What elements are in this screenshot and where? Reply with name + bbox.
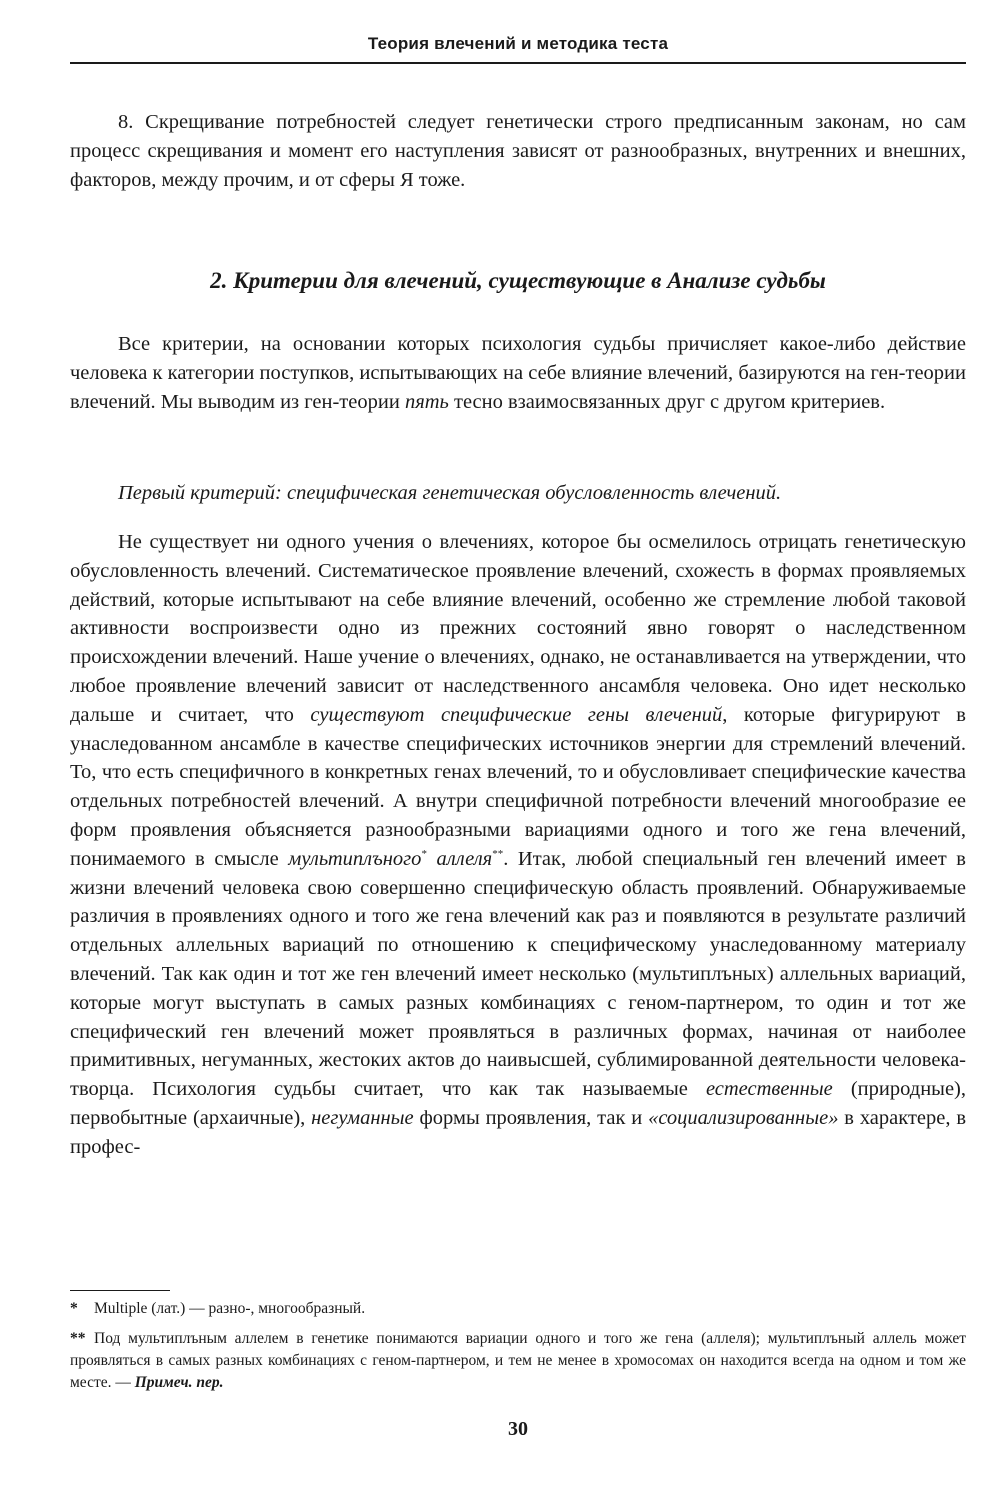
body-text: (природные), первобытные (архаичные), bbox=[70, 1078, 967, 1129]
section-title: 2. Критерии для влечений, существующие в Анализе судьбы bbox=[210, 268, 826, 293]
body-text: формы проявления, так и bbox=[413, 1106, 649, 1129]
emphasis-text: негуманные bbox=[311, 1106, 414, 1129]
section-paragraph bbox=[70, 330, 966, 416]
criterion-paragraph bbox=[70, 528, 966, 1162]
emphasis-text: естественные bbox=[705, 1078, 833, 1101]
body-text: , которые фигурируют в унаследованном ансамбле в качестве специфических источников энергии для стремлений влечений. То, что есть специфичного в конкретных генах влечений, то и обусловливает специфические качества отдельных потребностей влечений. А внутри специфичной потребности влечений многообразие ее форм проявления объясняется разнообразными вариациями одного и того же гена влечений, понимаемого в смысле bbox=[70, 703, 966, 870]
section-paragraph-emphasis: пять bbox=[404, 390, 449, 413]
translator-note: Примеч. пер. bbox=[134, 1374, 224, 1391]
footnote-text: Multiple (лат.) — разно-, многообразный. bbox=[94, 1300, 366, 1317]
body-text: в характере, в профес- bbox=[70, 1106, 966, 1158]
footnote-ref-2[interactable]: ** bbox=[492, 847, 504, 860]
intro-paragraph: 8. Скрещивание потребностей следует генетически строго предписанным законам, но сам процесс скрещивания и момент его наступления зависят от разнообразных, внутренних и внешних, факторов, между прочим, и от сферы Я тоже. bbox=[70, 111, 966, 191]
footnote-text: Под мультиплъным аллелем в генетике понимаются вариации одного и того же гена (аллеля); мультиплъный аллель может проявляться в самых разных комбинациях с геном-партнером, и тем не менее в хромосомах он находится всегда на одном и том же месте. — bbox=[70, 1330, 966, 1391]
emphasis-text: «социализированные» bbox=[648, 1106, 839, 1129]
footnote-mark: * bbox=[70, 1300, 78, 1317]
emphasis-text: аллеля bbox=[436, 847, 493, 870]
header-rule bbox=[70, 62, 966, 64]
section-paragraph-text: тесно взаимосвязанных друг с другом критериев. bbox=[448, 390, 886, 413]
footnote-ref-1[interactable]: * bbox=[421, 847, 427, 860]
running-header: Теория влечений и методика теста bbox=[367, 34, 669, 53]
footnote-1 bbox=[70, 1298, 966, 1320]
emphasis-text: существуют специфические гены влечений bbox=[310, 703, 723, 726]
footnote-rule bbox=[70, 1290, 170, 1291]
body-text: . Итак, любой специальный ген влечений имеет в жизни влечений человека свою совершенно специфическую область проявлений. Обнаруживаемые различия в проявлениях одного и того же гена влечений как раз и появляются в результате различий отдельных аллельных вариаций по отношению к специфическому унаследованному материалу влечений. Так как один и тот же ген влечений имеет несколько (мультиплъных) аллельных вариаций, которые могут выступать в самых разных комбинациях с геном-партнером, то один и тот же специфический ген влечений может проявляться в различных формах, начиная от наиболее примитивных, негуманных, жестоких актов до наивысшей, сублимированной деятельности человека-творца. Психология судьбы считает, что как так называемые bbox=[70, 847, 966, 1101]
body-text: Не существует ни одного учения о влечениях, которое бы осмелилось отрицать генетическую обусловленность влечений. Систематическое проявление влечений, схожесть в формах проявляемых действий, которые испытывают на себе влияние влечений, особенно же стремление любой таковой активности воспроизвести одно из прежних состояний явно говорят о наследственном происхождении влечений. Наше учение о влечениях, однако, не останавливается на утверждении, что любое проявление влечений зависит от наследственного ансамбля человека. Оно идет несколько дальше и считает, что bbox=[70, 531, 966, 726]
footnote-2 bbox=[70, 1328, 966, 1394]
body-text bbox=[427, 848, 437, 870]
criterion-heading: Первый критерий: специфическая генетическая обусловленность влечений. bbox=[118, 482, 782, 504]
emphasis-text: мультиплъного bbox=[288, 847, 422, 870]
footnote-mark: ** bbox=[70, 1330, 86, 1347]
page-number: 30 bbox=[508, 1418, 528, 1440]
section-paragraph-text: Все критерии, на основании которых психология судьбы причисляет какое-либо действие человека к категории поступков, испытывающих на себе влияние влечений, базируются на ген-теории влечений. Мы выводим из ген-теории bbox=[70, 333, 966, 413]
